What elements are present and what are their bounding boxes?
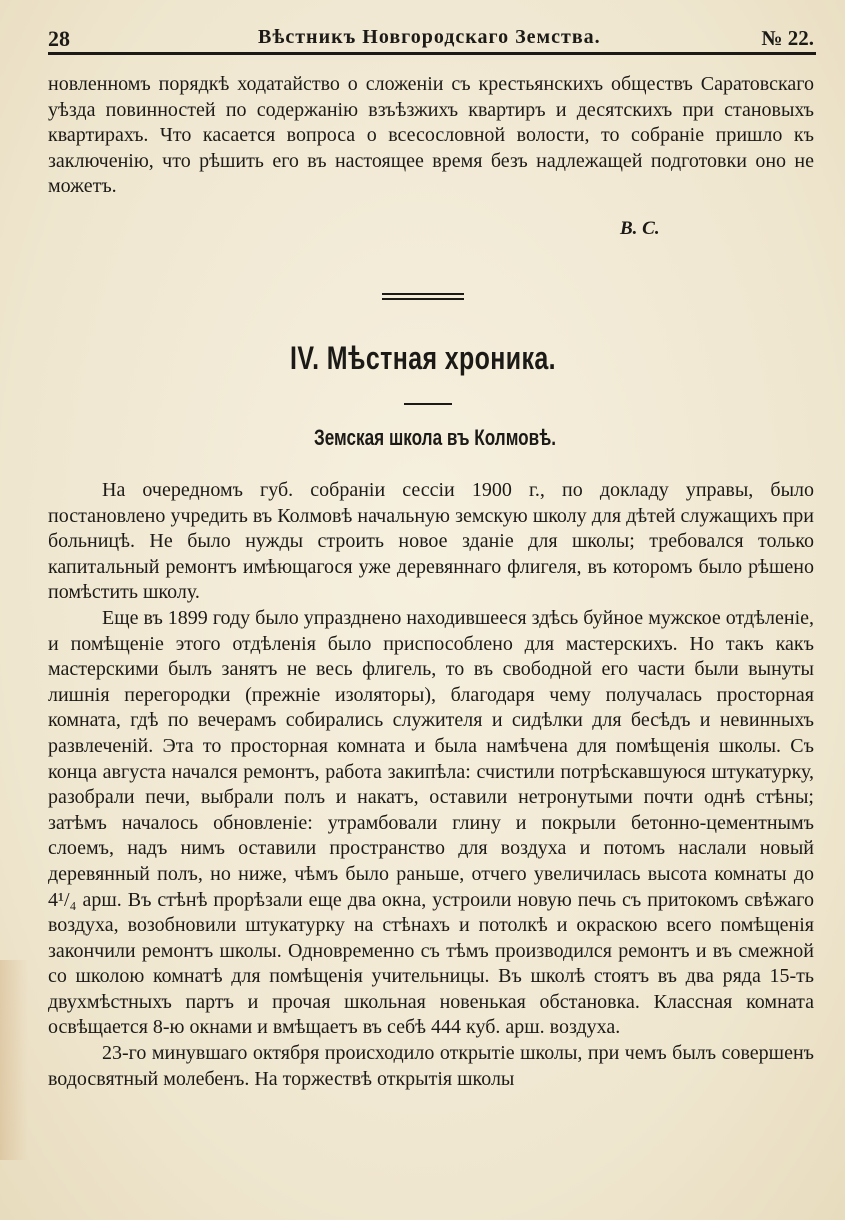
issue-number: № 22. [761,26,814,50]
article-body [48,478,814,1092]
section-divider [382,293,464,300]
article-paragraph: Еще въ 1899 году было упразднено находившееся здѣсь буйное мужское отдѣленiе, и помѣщенiе этого отдѣленiя было приспособлено для мастерскихъ. Но такъ какъ мастерскими былъ занятъ не весь флигель, то въ свободной его части были вынуты лишнiя перегородки (прежнiе изоляторы), благодаря чему получалась просторная комната, гдѣ по вечерамъ собирались служителя и сидѣлки для бесѣдъ и невинныхъ развлеченiй. Эта то просторная комната и была намѣчена для помѣщенiя школы. Съ конца августа начался ремонтъ, работа закипѣла: счистили потрѣскавшуюся штукатурку, разобрали печи, выбрали полъ и накатъ, оставили нетронутыми почти однѣ стѣны; затѣмъ началось обновленiе: утрамбовали глину и покрыли бетонно-цементнымъ слоемъ, надъ нимъ оставили пространство для воздуха и потомъ наслали новый деревянный полъ, но ниже, чѣмъ было раньше, отчего увеличилась высота комнаты до 4¹/₄ арш. Въ стѣнѣ прорѣзали еще два окна, устроили новую печь съ притокомъ свѣжаго воздуха, возобновили штукатурку на стѣнахъ и потолкѣ и окраскою всего помѣщенiя закончили ремонтъ школы. Одновременно съ тѣмъ производился ремонтъ и въ смежной со школою комнатѣ для помѣщенiя учительницы. Въ школѣ стоятъ въ два ряда 15-ть двухмѣстныхъ партъ и прочая школьная новенькая обстановка. Классная комната освѣщается 8-ю окнами и вмѣщаетъ въ себѣ 444 куб. арш. воздуха. [48,606,814,1039]
running-header [48,18,814,52]
article-title: Земская школа въ Колмовѣ. [313,425,557,450]
journal-title: Вѣстникъ Новгородскаго Земства. [258,26,601,48]
section-title: IV. Мѣстная хроника. [290,340,556,376]
title-rule [404,403,452,405]
page-stain [0,960,28,1160]
continued-paragraph: новленномъ порядкѣ ходатайство о сложенiи съ крестьянскихъ обществъ Саратовскаго уѣзда повинностей по содержанiю взъѣзжихъ квартиръ и десятскихъ при становыхъ квартирахъ. Что касается вопроса о всесословной волости, то собранiе пришло къ заключенiю, что рѣшить его въ настоящее время безъ надлежащей подготовки оно не можетъ. [48,73,814,198]
header-rule [48,52,816,55]
article-paragraph: 23-го минувшаго октября происходило открытiе школы, при чемъ былъ совершенъ водосвятный молебенъ. На торжествѣ открытiя школы [48,1042,814,1090]
article-paragraph: На очередномъ губ. собранiи сессiи 1900 г., по докладу управы, было постановлено учредить въ Колмовѣ начальную земскую школу для дѣтей служащихъ при больницѣ. Не было нужды строить новое зданiе для школы; требовался только капитальный ремонтъ имѣющагося уже деревяннаго флигеля, въ которомъ было рѣшено помѣстить школу. [48,479,814,604]
signature: В. С. [620,218,660,239]
page-number: 28 [48,26,70,51]
